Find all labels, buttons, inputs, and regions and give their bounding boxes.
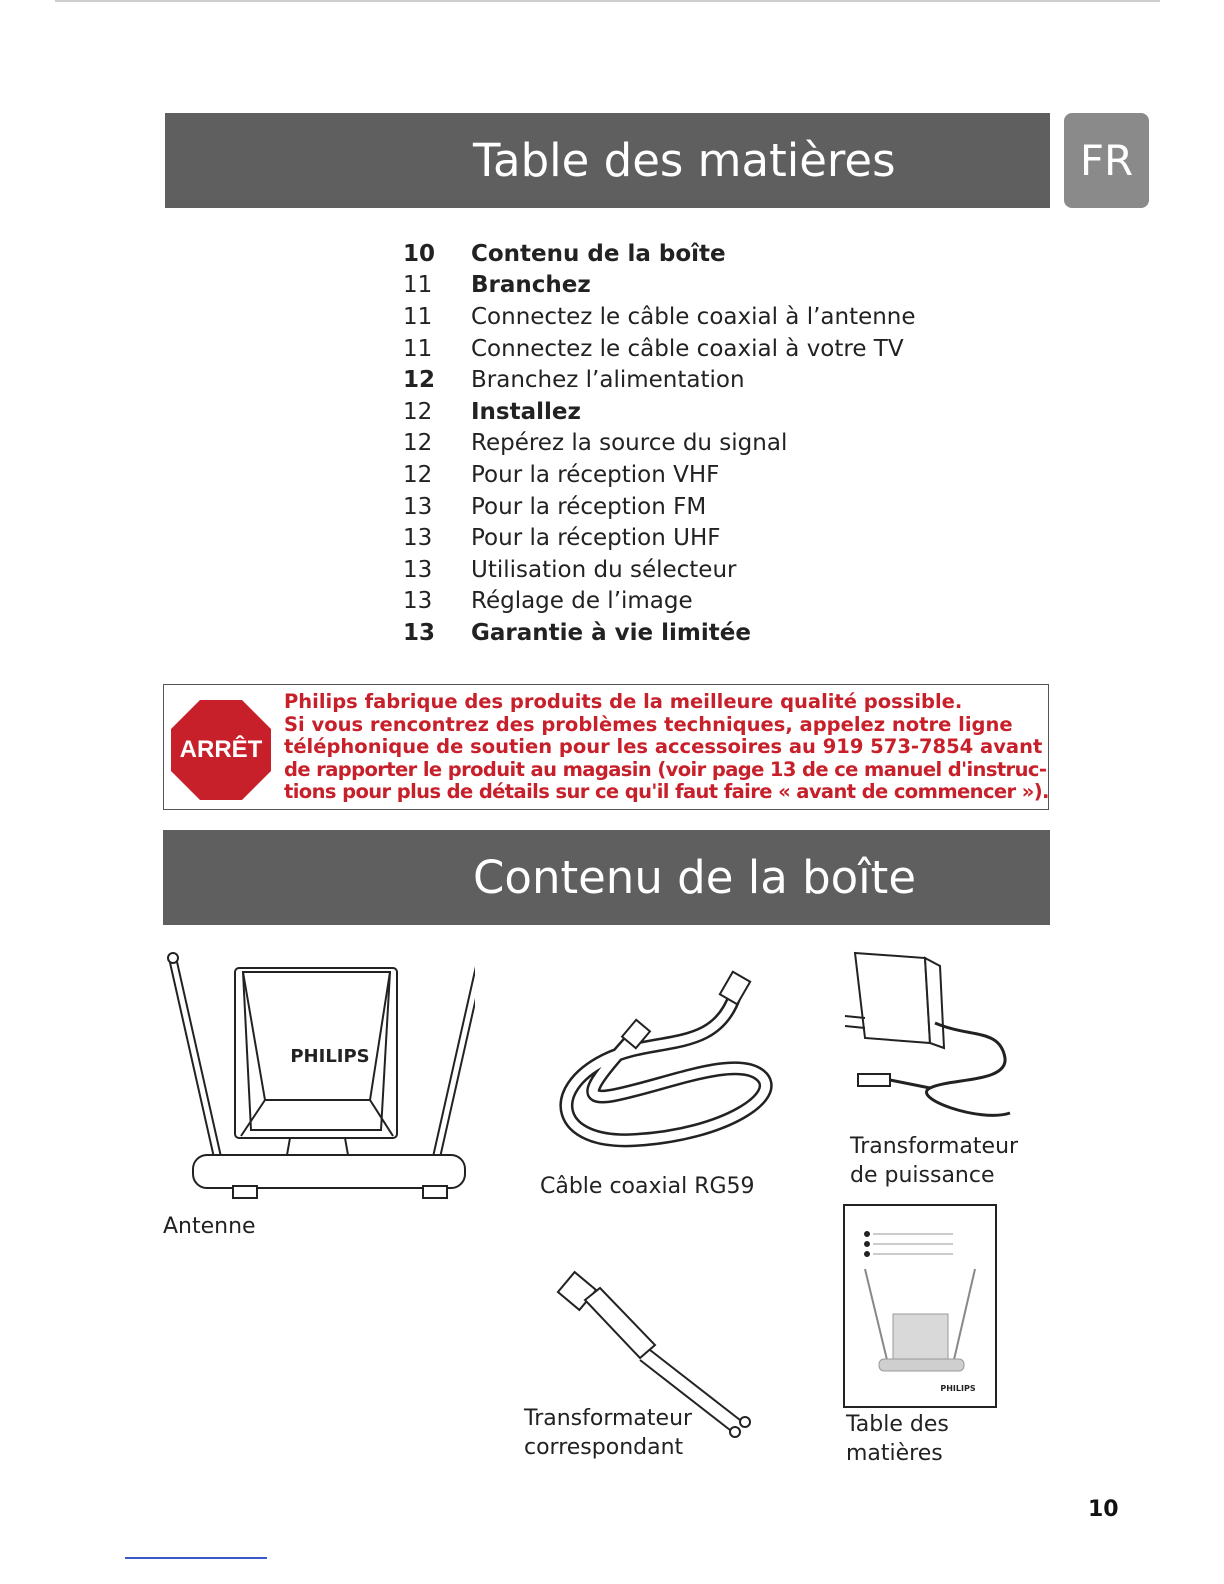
left-rod-icon [168, 953, 217, 1155]
page-number: 10 [1088, 1497, 1119, 1522]
warning-line: tions pour plus de détails sur ce qu'il faut faire « avant de commencer »). [284, 780, 1049, 803]
toc-page-number: 13 [403, 619, 436, 646]
toc-item-title: Pour la réception UHF [471, 525, 721, 552]
toc-page-number: 10 [403, 240, 436, 267]
toc-item-title: Installez [471, 398, 581, 425]
toc-page-number: 11 [403, 272, 433, 299]
antenna-illustration [165, 950, 475, 1205]
coaxial-cable-illustration [535, 965, 785, 1165]
toc-item[interactable] [403, 301, 963, 333]
manual-illustration [843, 1204, 998, 1409]
toc-item[interactable] [403, 554, 963, 586]
toc-item[interactable] [403, 522, 963, 554]
matching-caption-line2: correspondant [524, 1435, 684, 1460]
warning-line: Si vous rencontrez des problèmes techniques, appelez notre ligne [284, 712, 1013, 736]
toc-item-title: Branchez l’alimentation [471, 367, 745, 394]
toc-item-title: Pour la réception VHF [471, 461, 720, 488]
toc-item[interactable] [403, 491, 963, 523]
toc-item-title: Pour la réception FM [471, 493, 707, 520]
toc-page-number: 13 [403, 525, 433, 552]
toc-page-number: 12 [403, 367, 436, 394]
toc-item[interactable] [403, 333, 963, 365]
top-rule [55, 0, 1160, 2]
toc-page-number: 12 [403, 461, 433, 488]
matching-caption-line1: Transformateur [524, 1406, 693, 1431]
power-transformer-illustration [840, 948, 1020, 1128]
toc-item-title: Repérez la source du signal [471, 430, 788, 457]
toc-item-title: Garantie à vie limitée [471, 619, 751, 646]
toc-page-number: 12 [403, 430, 433, 457]
contents-title: Contenu de la boîte [473, 851, 917, 904]
support-warning-box [163, 684, 1049, 810]
toc-item[interactable] [403, 396, 963, 428]
warning-line: Philips fabrique des produits de la meilleure qualité possible. [284, 690, 963, 713]
toc-item[interactable] [403, 459, 963, 491]
warning-line: de rapporter le produit au magasin (voir page 13 de ce manuel d'instruc- [284, 757, 1047, 781]
antenna-brand-logo: PHILIPS [290, 1046, 370, 1067]
toc-item[interactable] [403, 428, 963, 460]
toc-banner [165, 113, 1050, 208]
toc-item-title: Réglage de l’image [471, 588, 693, 615]
stop-sign-icon [170, 699, 272, 801]
page-title: Table des matières [473, 134, 896, 187]
antenna-caption: Antenne [163, 1214, 256, 1239]
toc-item[interactable] [403, 364, 963, 396]
bottom-rule [125, 1557, 267, 1559]
toc-item-title: Connectez le câble coaxial à votre TV [471, 335, 904, 362]
toc-item-title: Utilisation du sélecteur [471, 556, 737, 583]
manual-caption-line1: Table des [846, 1412, 949, 1437]
toc-list [403, 238, 963, 649]
warning-line: téléphonique de soutien pour les accessoires au 919 573-7854 avant [284, 735, 1043, 758]
toc-page-number: 11 [403, 335, 433, 362]
toc-page-number: 13 [403, 588, 433, 615]
toc-item-title: Branchez [471, 272, 591, 299]
manual-caption-line2: matières [846, 1441, 943, 1466]
toc-item[interactable] [403, 238, 963, 270]
power-caption-line2: de puissance [850, 1163, 995, 1188]
toc-page-number: 11 [403, 303, 433, 330]
power-caption-line1: Transformateur [850, 1134, 1019, 1159]
cable-caption: Câble coaxial RG59 [540, 1174, 755, 1199]
toc-page-number: 13 [403, 556, 433, 583]
toc-page-number: 12 [403, 398, 433, 425]
stop-sign-label: ARRÊT [179, 736, 263, 763]
toc-item[interactable] [403, 270, 963, 302]
language-tab: FR [1064, 113, 1149, 208]
toc-item[interactable] [403, 586, 963, 618]
toc-item[interactable] [403, 617, 963, 649]
toc-page-number: 13 [403, 493, 433, 520]
contents-banner [163, 830, 1050, 925]
manual-brand-logo: PHILIPS [940, 1384, 976, 1393]
toc-item-title: Connectez le câble coaxial à l’antenne [471, 303, 916, 330]
warning-text [284, 690, 1049, 804]
right-rod-icon [437, 960, 475, 1155]
toc-item-title: Contenu de la boîte [471, 240, 726, 267]
